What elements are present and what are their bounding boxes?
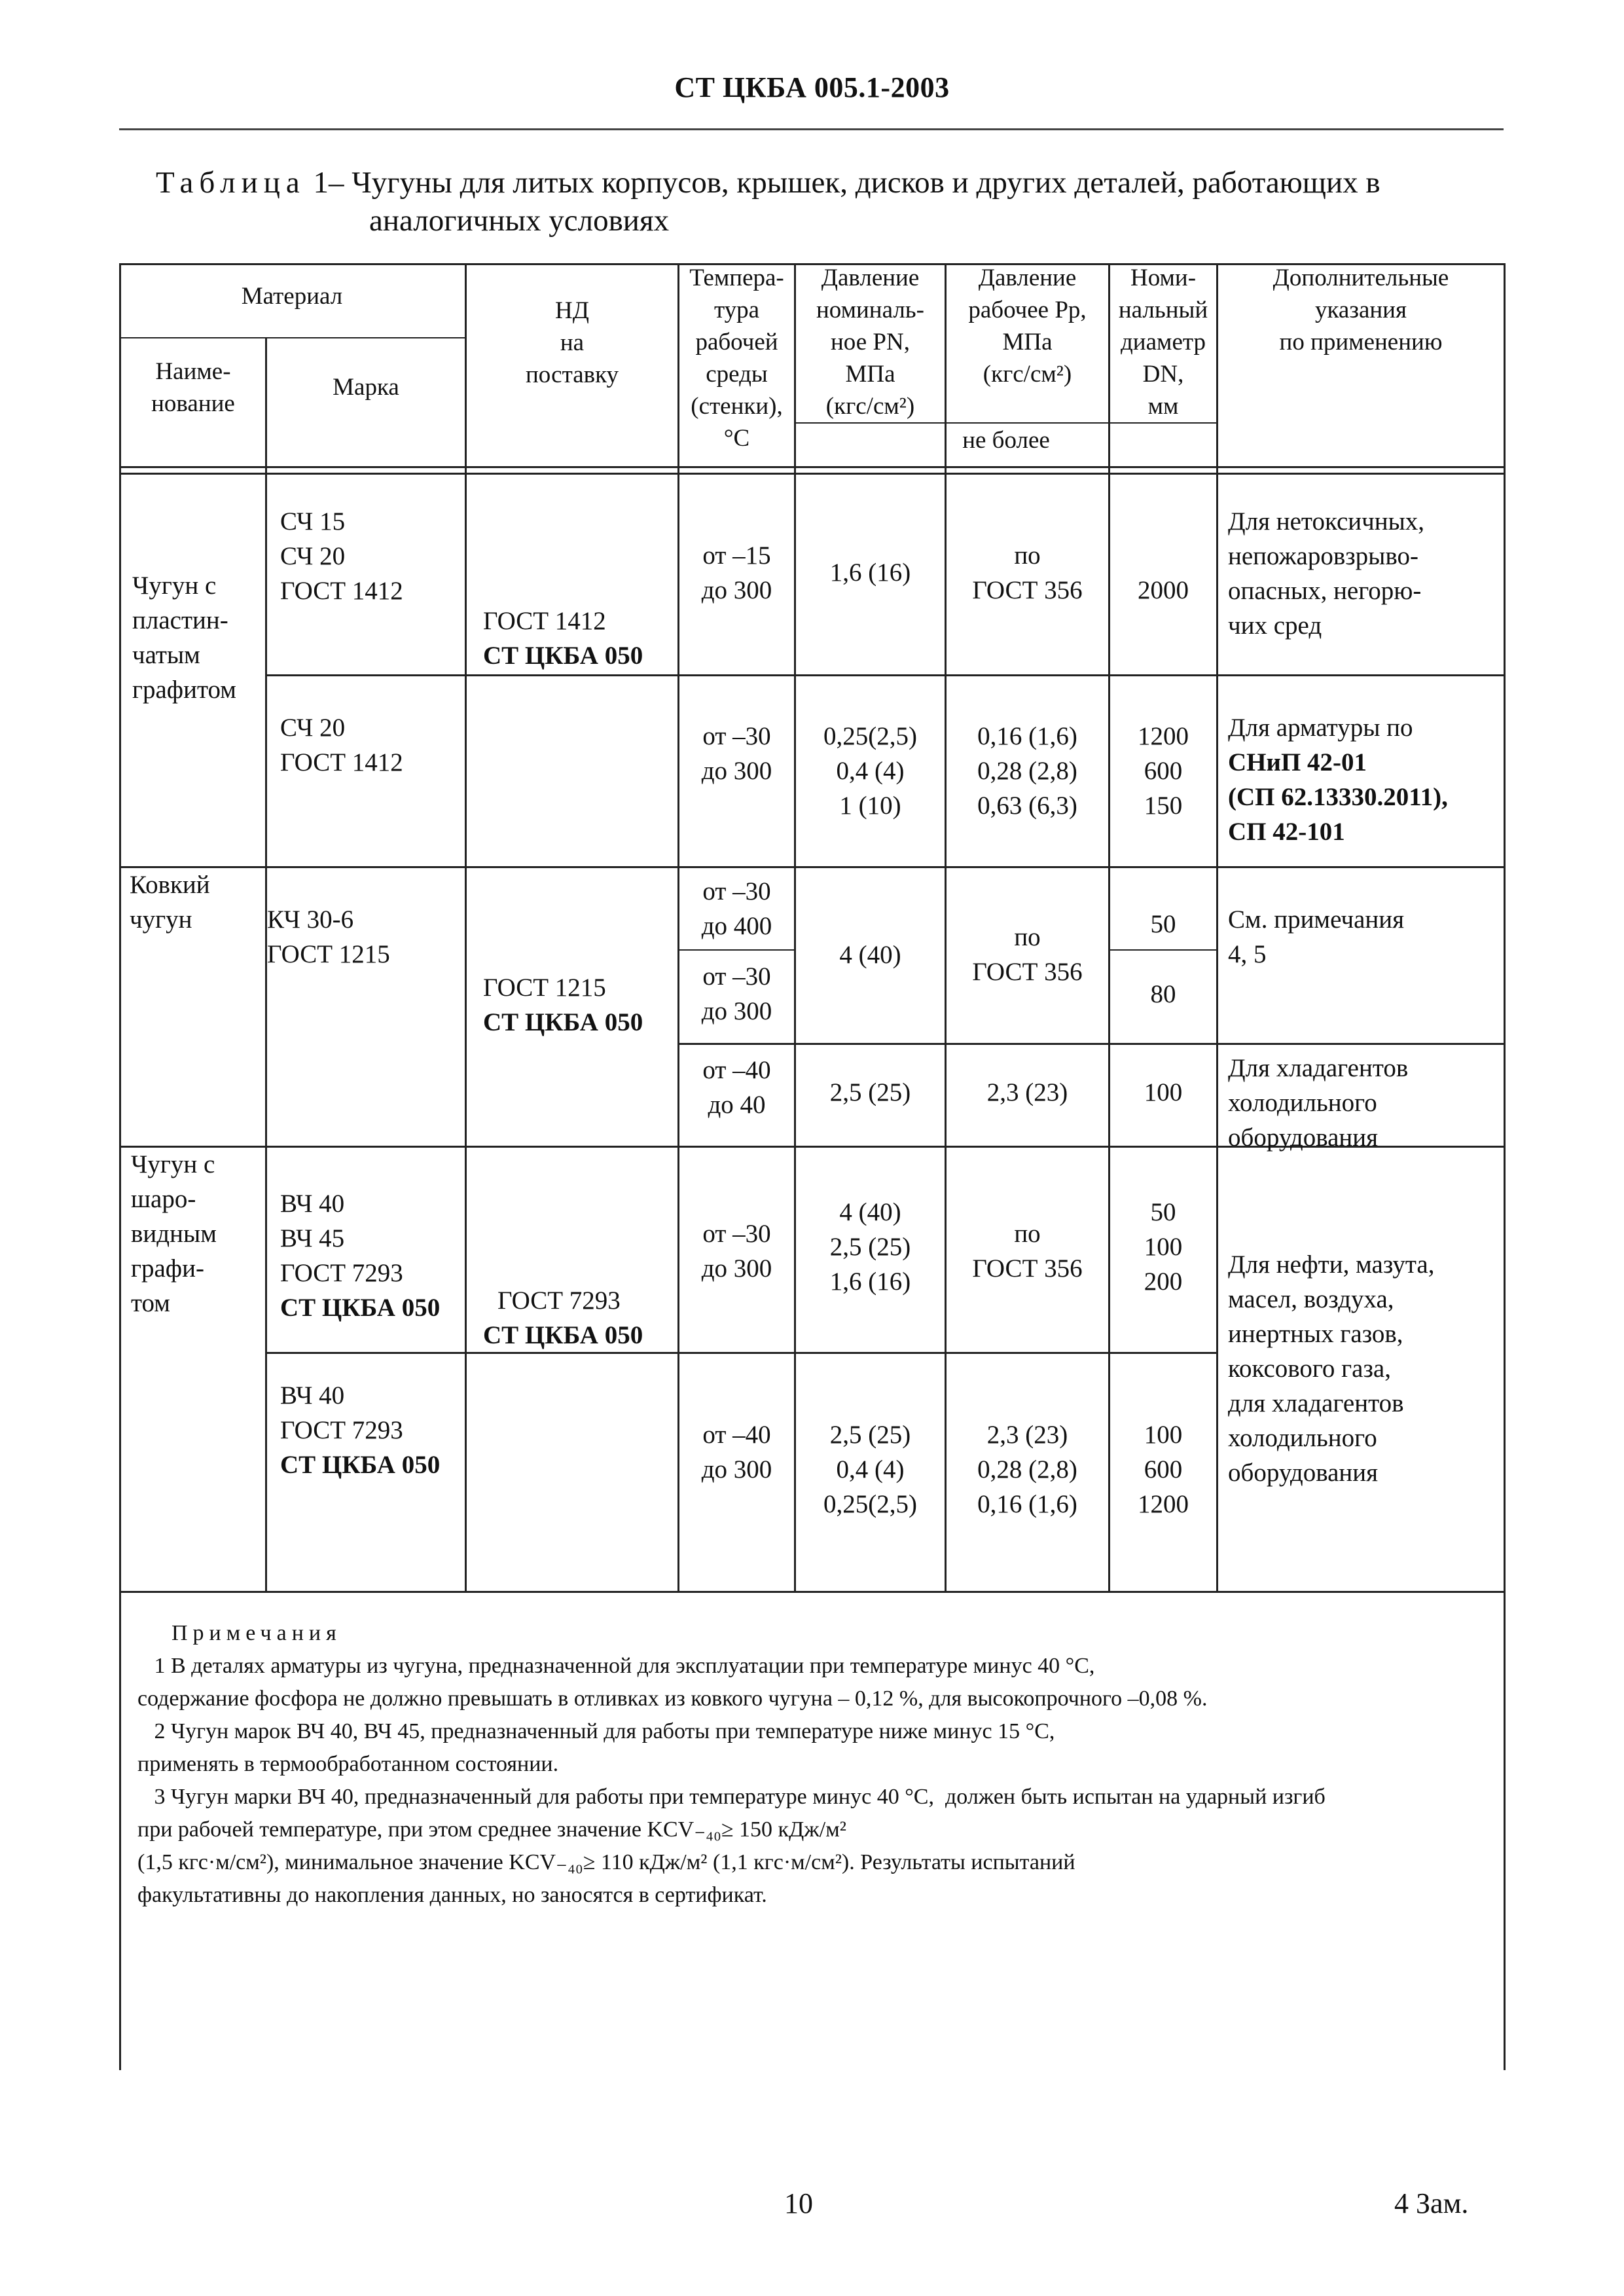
row1b-note-intro: Для арматуры по xyxy=(1228,714,1413,742)
row2ab-pp: по ГОСТ 356 xyxy=(972,923,1083,986)
row2b-dn: 80 xyxy=(1150,980,1176,1008)
header-pressure-nominal: Давление номиналь- ное PN, МПа (кгс/см²) xyxy=(816,264,925,420)
header-rule xyxy=(119,128,1504,130)
row2b-temperature: от –30 до 300 xyxy=(701,962,772,1025)
row1b-pp: 0,16 (1,6) 0,28 (2,8) 0,63 (6,3) xyxy=(977,722,1077,820)
header-max-label: не более xyxy=(962,427,1050,454)
row1-nd-standard: ГОСТ 1412 xyxy=(483,607,606,635)
row3b-pp: 2,3 (23) 0,28 (2,8) 0,16 (1,6) xyxy=(977,1421,1077,1518)
row2-dn-split-rule xyxy=(1108,949,1216,951)
row1a-grade: СЧ 15 СЧ 20 ГОСТ 1412 xyxy=(280,507,403,605)
row3b-pn: 2,5 (25) 0,4 (4) 0,25(2,5) xyxy=(823,1421,917,1518)
row2-grade: КЧ 30-6 ГОСТ 1215 xyxy=(267,905,390,968)
row3a-temperature: от –30 до 300 xyxy=(701,1220,772,1283)
notes-title: Примечания xyxy=(171,1621,342,1645)
row3-nd-ckba: СТ ЦКБА 050 xyxy=(483,1321,643,1349)
row2-temp-split-rule xyxy=(677,949,794,951)
note-1: 1 В деталях арматуры из чугуна, предназначенной для эксплуатации при температуре минус 40 °С, содержание фосфора не должно превышать в отливках из ковкого чугуна – 0,12 %, для высокопрочного –0,08 %. xyxy=(137,1654,1208,1711)
row3-split-rule xyxy=(677,1352,1216,1354)
caption-word: Таблица xyxy=(156,166,306,200)
row3a-grade-ckba: СТ ЦКБА 050 xyxy=(280,1294,441,1322)
row1b-note-standards: СНиП 42-01 (СП 62.13330.2011), СП 42-101 xyxy=(1228,748,1448,846)
row2c-pp: 2,3 (23) xyxy=(986,1078,1068,1106)
col-temp-pn-divider xyxy=(794,263,796,1591)
row1a-note: Для нетоксичных, непожаровзрыво- опасных, негорю- чих сред xyxy=(1228,507,1425,640)
table-body-bottom-rule xyxy=(119,1591,1506,1593)
row3-name: Чугун с шаро- видным графи- том xyxy=(131,1150,217,1317)
header-nominal-diameter: Номи- нальный диаметр DN, мм xyxy=(1118,264,1208,420)
row2c-note: Для хладагентов холодильного оборудования xyxy=(1228,1054,1409,1152)
header-material-rule xyxy=(119,337,465,338)
col-dn-notes-divider xyxy=(1216,263,1218,1591)
row1b-grade: СЧ 20 ГОСТ 1412 xyxy=(280,714,403,776)
row2c-dn: 100 xyxy=(1144,1078,1183,1106)
caption-text: 1– Чугуны для литых корпусов, крышек, дисков и других деталей, работающих в xyxy=(305,166,1380,200)
row3-nd-standard: ГОСТ 7293 xyxy=(497,1286,621,1315)
change-number: 4 Зам. xyxy=(1394,2187,1469,2219)
row3b-grade: ВЧ 40 ГОСТ 7293 xyxy=(280,1381,403,1444)
row1a-dn: 2000 xyxy=(1138,576,1189,604)
header-name: Наиме- нование xyxy=(151,358,235,417)
table-caption xyxy=(156,164,1380,240)
row2-nd-standard: ГОСТ 1215 xyxy=(483,974,606,1002)
header-grade: Марка xyxy=(333,374,399,401)
row2-nd-ckba: СТ ЦКБА 050 xyxy=(483,1008,643,1036)
row1a-pn: 1,6 (16) xyxy=(829,558,911,587)
header-pressure-working: Давление рабочее Pp, МПа (кгс/см²) xyxy=(968,264,1087,388)
row3b-temperature: от –40 до 300 xyxy=(701,1421,772,1484)
row1-name: Чугун с пластин- чатым графитом xyxy=(132,572,236,704)
header-temperature: Темпера- тура рабочей среды (стенки), °С xyxy=(689,264,784,452)
note-3: 3 Чугун марки ВЧ 40, предназначенный для работы при температуре минус 40 °С, должен быть испытан на ударный изгиб при рабочей температуре, при этом среднее значение KCV₋₄₀≥ 150 кДж/м² (1,5 кгс·м/см²), минимальное значение KCV₋₄₀≥ 110 кДж/м² (1,1 кгс·м/см²). Результаты испытаний факультативны до накопления данных, но заносятся в сертификат. xyxy=(137,1785,1326,1907)
row1b-temperature: от –30 до 300 xyxy=(701,722,772,785)
header-body-separator xyxy=(119,466,1506,475)
row3b-dn: 100 600 1200 xyxy=(1138,1421,1189,1518)
row3a-dn: 50 100 200 xyxy=(1144,1198,1183,1296)
row2a-temperature: от –30 до 400 xyxy=(701,877,772,940)
row2-split-rule-c xyxy=(677,1043,1506,1045)
row3-note: Для нефти, мазута, масел, воздуха, инертных газов, коксового газа, для хладагентов холодильного оборудования xyxy=(1228,1250,1435,1487)
row1b-pn: 0,25(2,5) 0,4 (4) 1 (10) xyxy=(823,722,917,820)
header-max-rule xyxy=(794,422,1216,424)
col-grade-nd-divider xyxy=(465,263,467,1591)
row3b-grade-ckba: СТ ЦКБА 050 xyxy=(280,1451,441,1479)
document-code: СТ ЦКБА 005.1-2003 xyxy=(674,71,950,103)
header-material: Материал xyxy=(241,283,343,310)
row2a-dn: 50 xyxy=(1150,910,1176,938)
row3a-pp: по ГОСТ 356 xyxy=(972,1220,1083,1283)
row1-bottom-rule xyxy=(119,866,1506,868)
row2c-pn: 2,5 (25) xyxy=(829,1078,911,1106)
row1-nd-ckba: СТ ЦКБА 050 xyxy=(483,642,643,670)
note-2: 2 Чугун марок ВЧ 40, ВЧ 45, предназначенный для работы при температуре ниже минус 15 °С, применять в термообработанном состоянии. xyxy=(137,1719,1055,1776)
page-number: 10 xyxy=(784,2187,813,2219)
row3a-grade: ВЧ 40 ВЧ 45 ГОСТ 7293 xyxy=(280,1190,403,1287)
row1-split-rule-a xyxy=(265,674,1506,676)
row2c-temperature: от –40 до 40 xyxy=(702,1056,771,1119)
table-left-border xyxy=(119,263,121,2070)
row1b-dn: 1200 600 150 xyxy=(1138,722,1189,820)
header-additional-notes: Дополнительные указания по применению xyxy=(1272,264,1449,355)
header-nd: НД на поставку xyxy=(525,297,619,388)
row3a-pn: 4 (40) 2,5 (25) 1,6 (16) xyxy=(829,1198,911,1296)
row2-name: Ковкий чугун xyxy=(130,871,210,934)
row1a-temperature: от –15 до 300 xyxy=(701,541,772,604)
row2ab-note: См. примечания 4, 5 xyxy=(1228,905,1405,968)
caption-line-2: аналогичных условиях xyxy=(369,204,670,238)
table-right-border xyxy=(1504,263,1506,2070)
row1a-pp: по ГОСТ 356 xyxy=(972,541,1083,604)
row2ab-pn: 4 (40) xyxy=(839,941,901,969)
